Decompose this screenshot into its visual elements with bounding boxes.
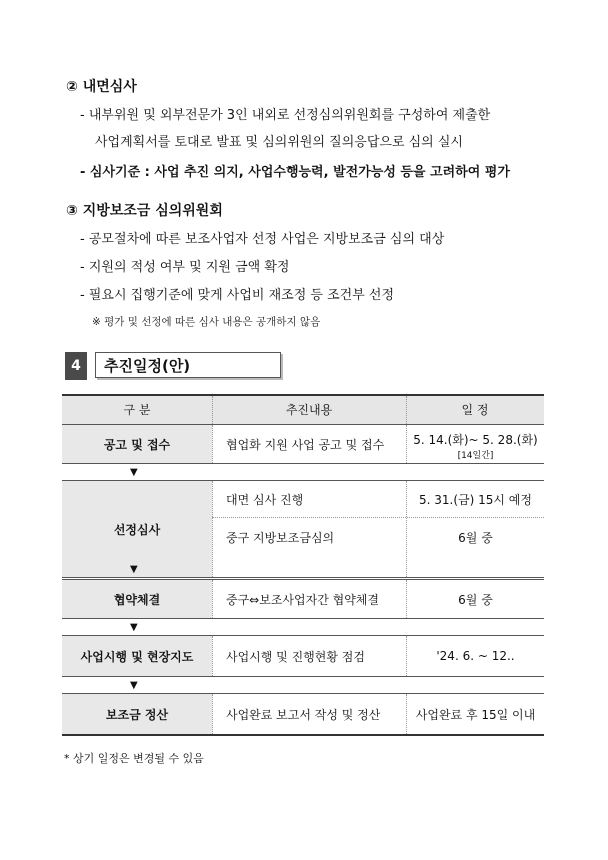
flow-arrow-icon: ▼ (130, 467, 138, 478)
cell-schedule-implementation: '24. 6. ~ 12.. (436, 649, 515, 663)
row-label-implementation: 사업시행 및 현장지도 (62, 636, 212, 676)
schedule-main: 5. 14.(화)~ 5. 28.(화) (413, 433, 538, 447)
cell-content-settlement: 사업완료 보고서 작성 및 정산 (226, 707, 381, 722)
cell-schedule-announcement (407, 425, 544, 463)
header-content: 추진내용 (285, 403, 333, 417)
cell-divider (212, 694, 213, 734)
bullet-conditional: - 필요시 집행기준에 맞게 사업비 재조정 등 조건부 선정 (80, 288, 395, 303)
cell-schedule-interview: 5. 31.(금) 15시 예정 (419, 492, 532, 507)
row-bottom-border (62, 676, 544, 677)
cell-content-interview: 대면 심사 진행 (226, 492, 304, 507)
row-bottom-border (62, 618, 544, 619)
cell-content-subsidy-review: 중구 지방보조금심의 (226, 530, 335, 545)
bullet-eligibility: - 지원의 적성 여부 및 지원 금액 확정 (80, 260, 290, 275)
row-label-agreement: 협약체결 (62, 580, 212, 618)
header-schedule: 일 정 (461, 403, 489, 417)
subsection-2-heading (66, 76, 137, 96)
cell-content-agreement: 중구⇔보조사업자간 협약체결 (226, 592, 379, 607)
cell-divider (212, 481, 213, 577)
row-label-settlement: 보조금 정산 (62, 694, 212, 734)
flow-arrow-icon: ▼ (130, 622, 138, 633)
cell-schedule-settlement: 사업완료 후 15일 이내 (415, 707, 536, 722)
bullet-procedure: - 공모절차에 따른 보조사업자 선정 사업은 지방보조금 심의 대상 (80, 232, 445, 247)
schedule-duration: [14일간] (457, 451, 494, 461)
header-divider (212, 396, 213, 424)
bullet-criteria: - 심사기준 : 사업 추진 의지, 사업수행능력, 발전가능성 등을 고려하여 평가 (80, 165, 510, 180)
subsection-2-title: 내면심사 (82, 79, 137, 95)
section-4-number: 4 (65, 352, 87, 380)
review-note: ※ 평가 및 선정에 따른 심사 내용은 공개하지 않음 (92, 316, 321, 328)
row-bottom-border (62, 577, 544, 578)
subsection-3-heading (66, 200, 223, 220)
subsection-3-title: 지방보조금 심의위원회 (82, 203, 223, 219)
table-bottom-border (62, 734, 544, 736)
subsection-3-marker: ③ (66, 203, 78, 219)
cell-schedule-agreement: 6월 중 (458, 592, 493, 607)
header-divider (406, 396, 407, 424)
bullet-internal-external-cont: 사업계획서를 토대로 발표 및 심의위원의 질의응답으로 심의 실시 (95, 135, 463, 150)
bullet-internal-external: - 내부위원 및 외부전문가 3인 내외로 선정심의위원회를 구성하여 제출한 (80, 108, 491, 123)
row-label-announcement: 공고 및 접수 (62, 425, 212, 463)
table-header (62, 396, 544, 424)
header-category: 구 분 (123, 403, 151, 417)
cell-content-announcement: 협업화 지원 사업 공고 및 접수 (226, 437, 385, 452)
section-4-title: 추진일정(안) (95, 352, 281, 378)
flow-arrow-icon: ▼ (130, 564, 138, 575)
cell-content-implementation: 사업시행 및 진행현황 점검 (226, 649, 365, 664)
flow-arrow-icon: ▼ (130, 680, 138, 691)
subsection-2-marker: ② (66, 79, 78, 95)
cell-divider (212, 425, 213, 463)
row-label-selection-review: 선정심사 (62, 481, 212, 577)
cell-divider (212, 580, 213, 618)
cell-schedule-subsidy-review: 6월 중 (458, 530, 493, 545)
schedule-footnote: * 상기 일정은 변경될 수 있음 (64, 752, 204, 765)
row-bottom-border (62, 463, 544, 464)
cell-divider (212, 636, 213, 676)
